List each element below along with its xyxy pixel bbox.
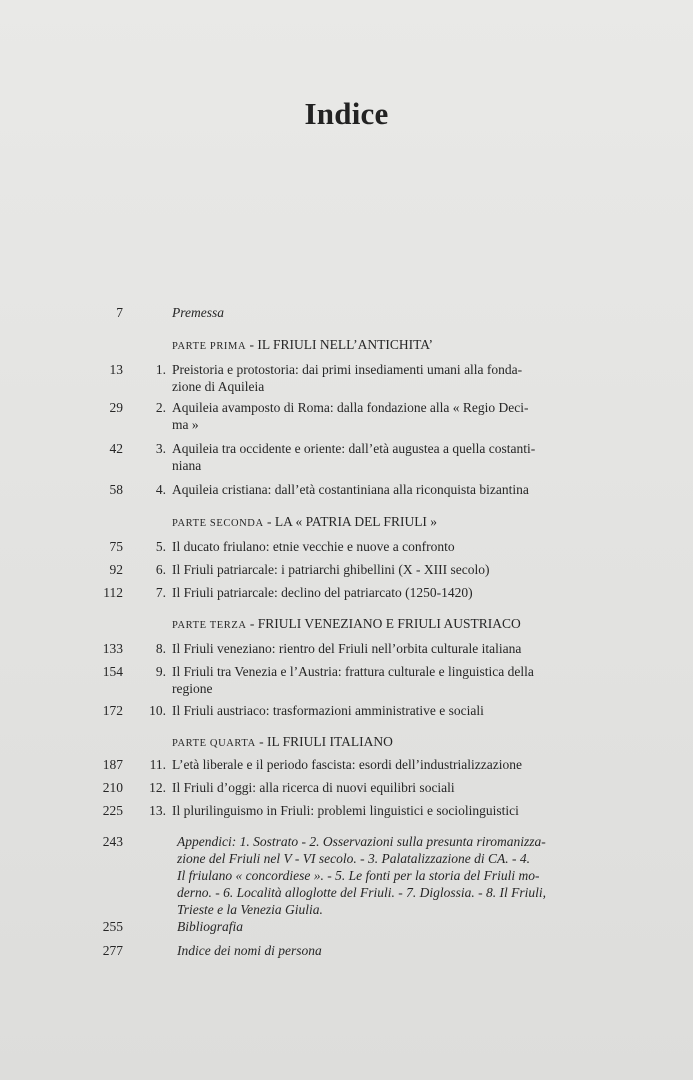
page-number: 243: [102, 834, 123, 849]
part-label: PARTE TERZA: [172, 620, 247, 631]
part-label: PARTE QUARTA: [172, 738, 256, 749]
entry-line: regione: [172, 681, 213, 696]
chapter-number: 10.: [149, 703, 166, 718]
page-number: 112: [103, 585, 123, 600]
entry-line: niana: [172, 458, 202, 473]
page-number: 58: [109, 482, 123, 497]
entry-line: Il Friuli veneziano: rientro del Friuli nell’orbita culturale italiana: [172, 641, 522, 656]
part-title: - FRIULI VENEZIANO E FRIULI AUSTRIACO: [249, 616, 521, 631]
chapter-number: 3.: [155, 441, 166, 456]
part-label: PARTE PRIMA: [172, 341, 247, 352]
page-number: 42: [109, 441, 123, 456]
entry-line: Il Friuli patriarcale: declino del patriarcato (1250-1420): [172, 585, 473, 600]
chapter-number: 6.: [155, 562, 166, 577]
part-heading-terza: [172, 615, 521, 634]
entry-line: Il friulano « concordiese ». - 5. Le fonti per la storia del Friuli mo-: [177, 868, 540, 883]
entry-line: L’età liberale e il periodo fascista: esordi dell’industrializzazione: [172, 757, 522, 772]
chapter-number: 12.: [149, 780, 166, 795]
part-heading-seconda: [172, 513, 437, 532]
page-number: 75: [109, 539, 123, 554]
page-number: 187: [102, 757, 123, 772]
page-number: 255: [102, 919, 123, 934]
entry-line: Il ducato friulano: etnie vecchie e nuove a confronto: [172, 539, 455, 554]
page-number: 13: [109, 362, 123, 377]
chapter-number: 11.: [149, 757, 166, 772]
chapter-number: 1.: [155, 362, 166, 377]
page-number: 7: [116, 305, 123, 320]
entry-line: Il plurilinguismo in Friuli: problemi linguistici e sociolinguistici: [172, 803, 519, 818]
entry-line: Aquileia avamposto di Roma: dalla fondazione alla « Regio Deci-: [172, 400, 529, 415]
page-title: Indice: [304, 96, 389, 131]
part-heading-quarta: [172, 733, 393, 752]
part-title: - LA « PATRIA DEL FRIULI »: [267, 514, 438, 529]
entry-line: Aquileia tra occidente e oriente: dall’età augustea a quella costanti-: [172, 441, 536, 456]
part-label: PARTE SECONDA: [172, 518, 264, 529]
entry-line: ma »: [172, 417, 199, 432]
chapter-number: 5.: [155, 539, 166, 554]
part-heading-prima: [172, 336, 433, 355]
entry-line: Il Friuli d’oggi: alla ricerca di nuovi equilibri sociali: [172, 780, 455, 795]
page-number: 92: [109, 562, 123, 577]
part-title: - IL FRIULI ITALIANO: [259, 734, 393, 749]
chapter-number: 2.: [155, 400, 166, 415]
entry-line: zione del Friuli nel V - VI secolo. - 3. Palatalizzazione di CA. - 4.: [177, 851, 530, 866]
page-number: 210: [102, 780, 123, 795]
page-number: 225: [102, 803, 123, 818]
entry-line: Il Friuli patriarcale: i patriarchi ghibellini (X - XIII secolo): [172, 562, 490, 577]
entry-line: Preistoria e protostoria: dai primi insediamenti umani alla fonda-: [172, 362, 523, 377]
chapter-number: 7.: [155, 585, 166, 600]
entry-line: Trieste e la Venezia Giulia.: [177, 902, 323, 917]
part-title: - IL FRIULI NELL’ANTICHITA’: [249, 337, 434, 352]
page-number: 154: [102, 664, 123, 679]
entry-line: Il Friuli austriaco: trasformazioni amministrative e sociali: [172, 703, 484, 718]
entry-title: Bibliografia: [177, 919, 244, 934]
entry-line: Il Friuli tra Venezia e l’Austria: frattura culturale e linguistica della: [172, 664, 534, 679]
entry-line: Appendici: 1. Sostrato - 2. Osservazioni sulla presunta riromanizza-: [177, 834, 546, 849]
page-number: 133: [102, 641, 123, 656]
chapter-number: 9.: [155, 664, 166, 679]
entry-title: Premessa: [172, 305, 224, 320]
entry-line: zione di Aquileia: [172, 379, 265, 394]
chapter-number: 8.: [155, 641, 166, 656]
entry-line: derno. - 6. Località alloglotte del Friuli. - 7. Diglossia. - 8. Il Friuli,: [177, 885, 546, 900]
entry-line: Aquileia cristiana: dall’età costantiniana alla riconquista bizantina: [172, 482, 529, 497]
chapter-number: 13.: [149, 803, 166, 818]
entry-title: Indice dei nomi di persona: [177, 943, 322, 958]
page-number: 277: [102, 943, 123, 958]
page-number: 172: [102, 703, 123, 718]
page-number: 29: [109, 400, 123, 415]
chapter-number: 4.: [155, 482, 166, 497]
